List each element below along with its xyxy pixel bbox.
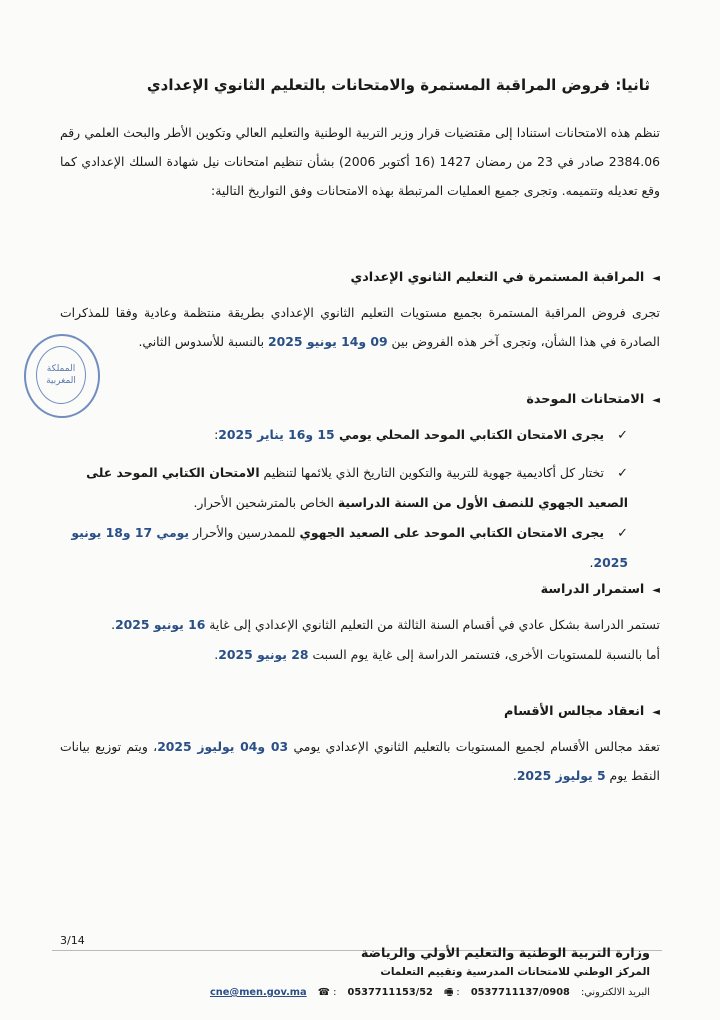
text: . (589, 555, 594, 570)
date-highlight: 16 يونيو 2025 (115, 617, 206, 632)
official-seal-stamp (24, 334, 100, 418)
heading-unified-exams (60, 392, 660, 407)
list-item-regional-first-half (68, 458, 628, 517)
text: أما بالنسبة للمستويات الأخرى، فتستمر الدراسة إلى غاية يوم السبت (308, 647, 660, 662)
class-councils-paragraph (60, 732, 660, 790)
text: . (512, 768, 517, 783)
date-highlight: 28 يونيو 2025 (218, 647, 309, 662)
heading-continuation (60, 582, 660, 597)
text: تجرى فروض المراقبة المستمرة بجميع مستويات التعليم الثانوي الإعدادي بطريقة منتظمة وعادية وفقا للمذكرات الصادرة في هذا الشأن، وتجرى آخر هذه الفروض بين (60, 305, 660, 349)
heading-text: انعقاد مجالس الأقسام (504, 704, 645, 719)
page-number: 3/14 (60, 934, 85, 947)
date-highlight: 03 و04 يوليوز 2025 (157, 739, 289, 754)
list-item-regional-exam (68, 518, 628, 577)
heading-class-councils (60, 704, 660, 719)
checkmark-icon: ✓ (617, 526, 628, 541)
fax-icon: 🖷 : (444, 987, 460, 998)
text: تستمر الدراسة بشكل عادي في أقسام السنة الثالثة من التعليم الثانوي الإعدادي إلى غاية (205, 617, 660, 632)
date-highlight: يومي 17 و18 يونيو 2025 (71, 525, 628, 570)
text: : (214, 427, 219, 442)
footer-center: المركز الوطني للامتحانات المدرسية وتقييم التعلمات (380, 966, 650, 978)
triangle-bullet-icon: ◄ (652, 585, 660, 596)
date-highlight: 5 يوليوز 2025 (516, 768, 606, 783)
continuation-line-1 (60, 610, 660, 639)
heading-text: استمرار الدراسة (540, 582, 645, 597)
text: . (214, 647, 219, 662)
text: تعقد مجالس الأقسام لجميع المستويات بالتعليم الثانوي الإعدادي يومي (288, 739, 660, 754)
footer-ministry: وزارة التربية الوطنية والتعليم الأولي والرياضة (360, 946, 650, 961)
date-highlight: 15 و16 يناير 2025 (218, 427, 335, 442)
triangle-bullet-icon: ◄ (652, 395, 660, 406)
continuation-line-2 (60, 640, 660, 669)
bold-text: يجرى الامتحان الكتابي الموحد على الصعيد الجهوي (299, 525, 604, 540)
text: الخاص بالمترشحين الأحرار. (193, 495, 338, 510)
section-title: ثانيا: فروض المراقبة المستمرة والامتحانات بالتعليم الثانوي الإعدادي (146, 76, 650, 94)
heading-text: الامتحانات الموحدة (526, 392, 645, 407)
email-link[interactable]: cne@men.gov.ma (209, 987, 307, 998)
list-item-local-exam (68, 420, 628, 450)
phone-icon: ☎ : (317, 987, 337, 998)
continuous-assessment-paragraph (60, 298, 660, 356)
checkmark-icon: ✓ (617, 428, 628, 443)
footer-contact (202, 986, 650, 1002)
text: . (111, 617, 116, 632)
text: للممدرسين والأحرار (189, 525, 300, 540)
text: تختار كل أكاديمية جهوية للتربية والتكوين التاريخ الذي يلائمها لتنظيم (259, 465, 604, 480)
email-label: البريد الالكتروني: (580, 987, 650, 998)
heading-text: المراقبة المستمرة في التعليم الثانوي الإعدادي (350, 270, 645, 285)
fax-number: 0537711137/0908 (470, 987, 570, 998)
triangle-bullet-icon: ◄ (652, 273, 660, 284)
text: يجرى الامتحان الكتابي الموحد المحلي يومي (334, 427, 604, 442)
bold-text: الامتحان الكتابي الموحد على الصعيد الجهوي للنصف الأول من السنة الدراسية (86, 465, 628, 510)
phone-number: 0537711153/52 (347, 987, 433, 998)
text: بالنسبة للأسدوس الثاني. (138, 334, 269, 349)
intro-paragraph: تنظم هذه الامتحانات استنادا إلى مقتضيات قرار وزير التربية الوطنية والتعليم العالي وتكوين الأطر والبحث العلمي رقم 2384.06 صادر في 23 من رمضان 1427 (16 أكتوبر 2006) بشأن تنظيم امتحانات نيل شهادة السلك الإعدادي كما وقع تعديله وتتميمه. وتجرى جميع العمليات المرتبطة بهذه الامتحانات وفق التواريخ التالية: (60, 125, 660, 198)
checkmark-icon: ✓ (617, 466, 628, 481)
seal-text: المملكة المغربية (36, 346, 86, 404)
text: ، ويتم توزيع بيانات النقط يوم (60, 739, 660, 783)
triangle-bullet-icon: ◄ (652, 707, 660, 718)
heading-continuous-assessment (60, 270, 660, 285)
date-highlight: 09 و14 يونيو 2025 (268, 334, 388, 349)
